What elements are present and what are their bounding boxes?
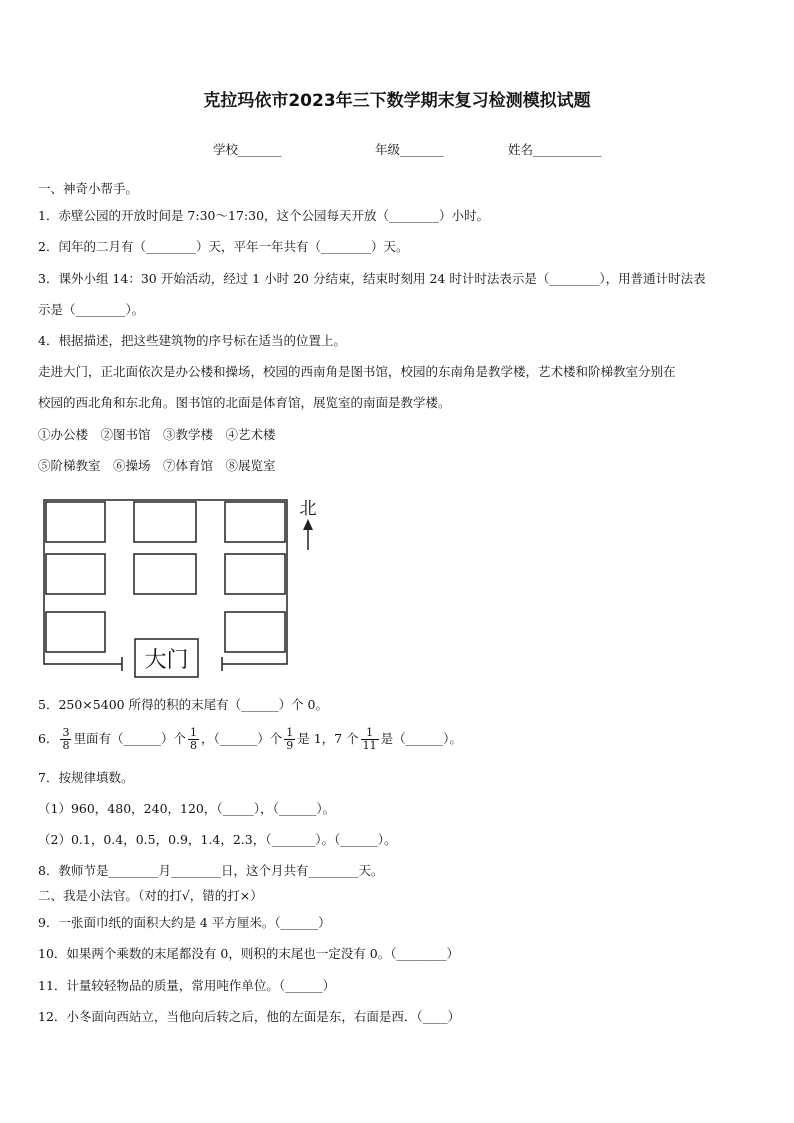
grade-blank[interactable]: _______ — [400, 142, 444, 157]
question-2: 2．闰年的二月有（________）天，平年一年共有（________）天。 — [38, 239, 409, 254]
question-7-1: （1）960，480，240，120，（_____），（______）。 — [38, 801, 336, 816]
section1-heading: 一、神奇小帮手。 — [38, 181, 139, 196]
q6-prefix: 6． — [38, 731, 59, 746]
question-4-line1: 4．根据描述，把这些建筑物的序号标在适当的位置上。 — [38, 333, 346, 348]
question-7-2: （2）0.1，0.4，0.5，0.9，1.4，2.3，（_______）。（______）。 — [38, 832, 397, 847]
question-8: 8．教师节是________月________日，这个月共有________天。 — [38, 863, 384, 878]
section2-heading: 二、我是小法官。（对的打√，错的打×） — [38, 888, 263, 903]
question-3-line1: 3．课外小组 14：30 开始活动，经过 1 小时 20 分结束，结束时刻用 24 时计时法表示是（________），用普通计时法表 — [38, 271, 706, 286]
grade-field — [375, 140, 444, 158]
question-5: 5．250×5400 所得的积的末尾有（______）个 0。 — [38, 697, 328, 712]
name-field — [508, 140, 602, 158]
question-4-options2: ⑤阶梯教室 ⑥操场 ⑦体育馆 ⑧展览室 — [38, 458, 276, 473]
plot-west[interactable] — [46, 554, 105, 594]
question-1: 1．赤壁公园的开放时间是 7:30～17:30，这个公园每天开放（________）小时。 — [38, 208, 490, 223]
name-blank[interactable]: ___________ — [533, 142, 602, 157]
plot-northeast[interactable] — [225, 502, 285, 542]
q6-part2: ，（______）个 — [200, 731, 283, 746]
plot-northwest[interactable] — [46, 502, 105, 542]
question-6 — [38, 726, 462, 752]
question-4-line2: 走进大门，正北面依次是办公楼和操场，校园的西南角是图书馆，校园的东南角是教学楼，艺术楼和阶梯教室分别在 — [38, 364, 676, 379]
fraction-1-8: $\frac{1}{8}$ — [189, 726, 197, 752]
name-label: 姓名 — [508, 142, 534, 157]
q6-part4: 是（______）。 — [380, 731, 462, 746]
north-arrow-icon — [303, 519, 313, 530]
question-4-line3: 校园的西北角和东北角。图书馆的北面是体育馆，展览室的南面是教学楼。 — [38, 395, 451, 410]
campus-map — [38, 494, 338, 684]
school-label: 学校 — [213, 142, 239, 157]
plot-center[interactable] — [134, 554, 196, 594]
question-11: 11．计量较轻物品的质量，常用吨作单位。（______） — [38, 978, 336, 993]
question-12: 12．小冬面向西站立，当他向后转之后，他的左面是东，右面是西．（____） — [38, 1009, 461, 1024]
fraction-1-11: $\frac{1}{11}$ — [362, 726, 377, 752]
grade-label: 年级 — [375, 142, 401, 157]
north-label: 北 — [299, 499, 317, 519]
question-10: 10．如果两个乘数的末尾都没有 0，则积的末尾也一定没有 0。（________） — [38, 946, 460, 961]
q6-part1: 里面有（______）个 — [73, 731, 186, 746]
question-4-options1: ①办公楼 ②图书馆 ③教学楼 ④艺术楼 — [38, 427, 276, 442]
question-9: 9．一张面巾纸的面积大约是 4 平方厘米。（______） — [38, 915, 331, 930]
school-blank[interactable]: _______ — [238, 142, 282, 157]
plot-southwest[interactable] — [46, 612, 105, 652]
question-3-line2: 示是（________）。 — [38, 302, 145, 317]
exam-title: 克拉玛依市2023年三下数学期末复习检测模拟试题 — [203, 91, 591, 111]
plot-southeast[interactable] — [225, 612, 285, 652]
plot-north-center[interactable] — [134, 502, 196, 542]
fraction-3-8: $\frac{3}{8}$ — [62, 726, 70, 752]
question-7: 7．按规律填数。 — [38, 770, 134, 785]
q6-part3: 是 1，7 个 — [297, 731, 359, 746]
gate-label: 大门 — [144, 648, 189, 673]
fraction-1-9: $\frac{1}{9}$ — [286, 726, 294, 752]
plot-east[interactable] — [225, 554, 285, 594]
school-field — [213, 140, 282, 158]
